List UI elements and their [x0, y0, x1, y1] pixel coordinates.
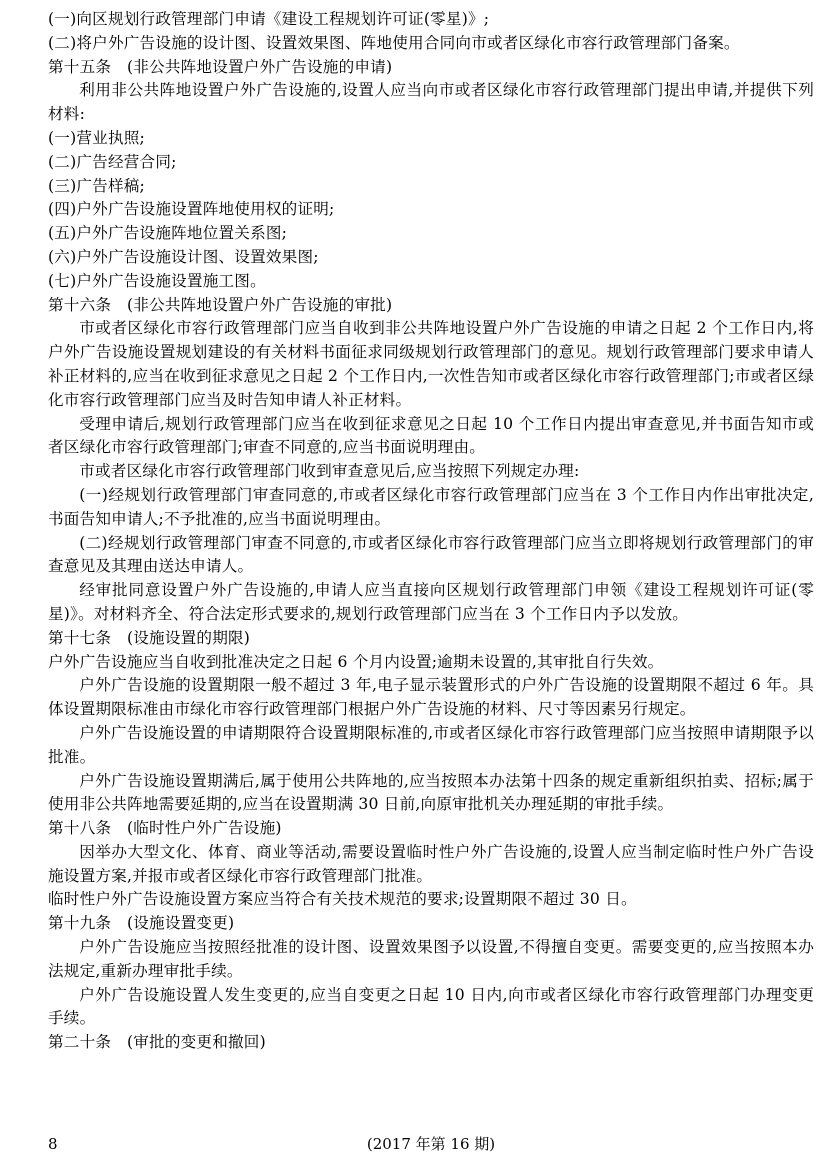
clause-line: (二)将户外广告设施的设计图、设置效果图、阵地使用合同向市或者区绿化市容行政管理部门备案。 [48, 33, 740, 52]
page-footer [48, 1132, 814, 1156]
body-paragraph: 因举办大型文化、体育、商业等活动,需要设置临时性户外广告设施的,设置人应当制定临时性户外广告设施设置方案,并报市或者区绿化市容行政管理部门批准。 [48, 842, 814, 885]
body-paragraph: 户外广告设施应当按照经批准的设计图、设置效果图予以设置,不得擅自变更。需要变更的,应当按照本办法规定,重新办理审批手续。 [48, 938, 814, 980]
body-paragraph: 市或者区绿化市容行政管理部门收到审查意见后,应当按照下列规定办理: [79, 462, 580, 481]
clause-line: (二)广告经营合同; [48, 152, 177, 171]
clause-line: (四)户外广告设施设置阵地使用权的证明; [48, 200, 335, 219]
body-paragraph: 经审批同意设置户外广告设施的,申请人应当直接向区规划行政管理部门申领《建设工程规划许可证(零星)》。对材料齐全、符合法定形式要求的,规划行政管理部门应当在 3 个工作日内予以发放。 [48, 581, 814, 623]
issue-label: (2017 年第 16 期) [366, 1135, 496, 1153]
body-paragraph: 受理申请后,规划行政管理部门应当在收到征求意见之日起 10 个工作日内提出审查意见,并书面告知市或者区绿化市容行政管理部门;审查不同意的,应当书面说明理由。 [48, 414, 814, 457]
page-number: 8 [48, 1135, 58, 1153]
body-paragraph: (二)经规划行政管理部门审查不同意的,市或者区绿化市容行政管理部门应当立即将规划行政管理部门的审查意见及其理由送达申请人。 [48, 533, 814, 576]
clause-line: 临时性户外广告设施设置方案应当符合有关技术规范的要求;设置期限不超过 30 日。 [48, 890, 637, 909]
clause-line: (一)向区规划行政管理部门申请《建设工程规划许可证(零星)》; [48, 10, 490, 28]
clause-line: 第十五条 (非公共阵地设置户外广告设施的申请) [48, 57, 393, 76]
clause-line: (五)户外广告设施阵地位置关系图; [48, 224, 288, 243]
body-paragraph: 户外广告设施设置期满后,属于使用公共阵地的,应当按照本办法第十四条的规定重新组织拍卖、招标;属于使用非公共阵地需要延期的,应当在设置期满 30 日前,向原审批机关办理延期的审批手续。 [48, 771, 814, 814]
clause-line: 第十八条 (临时性户外广告设施) [48, 819, 282, 838]
clause-line: 第十六条 (非公共阵地设置户外广告设施的审批) [48, 295, 393, 314]
clause-line: (六)户外广告设施设计图、设置效果图; [48, 247, 319, 266]
clause-line: 第十七条 (设施设置的期限) [48, 628, 251, 647]
clause-line: 第二十条 (审批的变更和撤回) [48, 1033, 266, 1052]
body-paragraph: 户外广告设施设置人发生变更的,应当自变更之日起 10 日内,向市或者区绿化市容行政管理部门办理变更手续。 [48, 985, 814, 1028]
document-body [48, 8, 814, 1055]
clause-line: 户外广告设施应当自收到批准决定之日起 6 个月内设置;逾期未设置的,其审批自行失效。 [48, 652, 664, 671]
body-paragraph: (一)经规划行政管理部门审查同意的,市或者区绿化市容行政管理部门应当在 3 个工作日内作出审批决定,书面告知申请人;不予批准的,应当书面说明理由。 [48, 485, 814, 528]
clause-line: (一)营业执照; [48, 128, 145, 147]
clause-line: (三)广告样稿; [48, 176, 145, 195]
body-paragraph: 户外广告设施设置的申请期限符合设置期限标准的,市或者区绿化市容行政管理部门应当按照申请期限予以批准。 [48, 723, 814, 766]
clause-line: (七)户外广告设施设置施工图。 [48, 271, 266, 290]
clause-line: 第十九条 (设施设置变更) [48, 914, 235, 933]
body-paragraph: 户外广告设施的设置期限一般不超过 3 年,电子显示装置形式的户外广告设施的设置期限不超过 6 年。具体设置期限标准由市绿化市容行政管理部门根据户外广告设施的材料、尺寸等因素另行规定。 [48, 676, 814, 719]
body-paragraph: 市或者区绿化市容行政管理部门应当自收到非公共阵地设置户外广告设施的申请之日起 2 个工作日内,将户外广告设施设置规划建设的有关材料书面征求同级规划行政管理部门的意见。规划行政管理部门要求申请人补正材料的,应当在收到征求意见之日起 2 个工作日内,一次性告知市或者区绿化市容行政管理部门;市或者区绿化市容行政管理部门应当及时告知申请人补正材料。 [48, 319, 814, 409]
body-paragraph: 利用非公共阵地设置户外广告设施的,设置人应当向市或者区绿化市容行政管理部门提出申请,并提供下列材料: [48, 81, 814, 124]
